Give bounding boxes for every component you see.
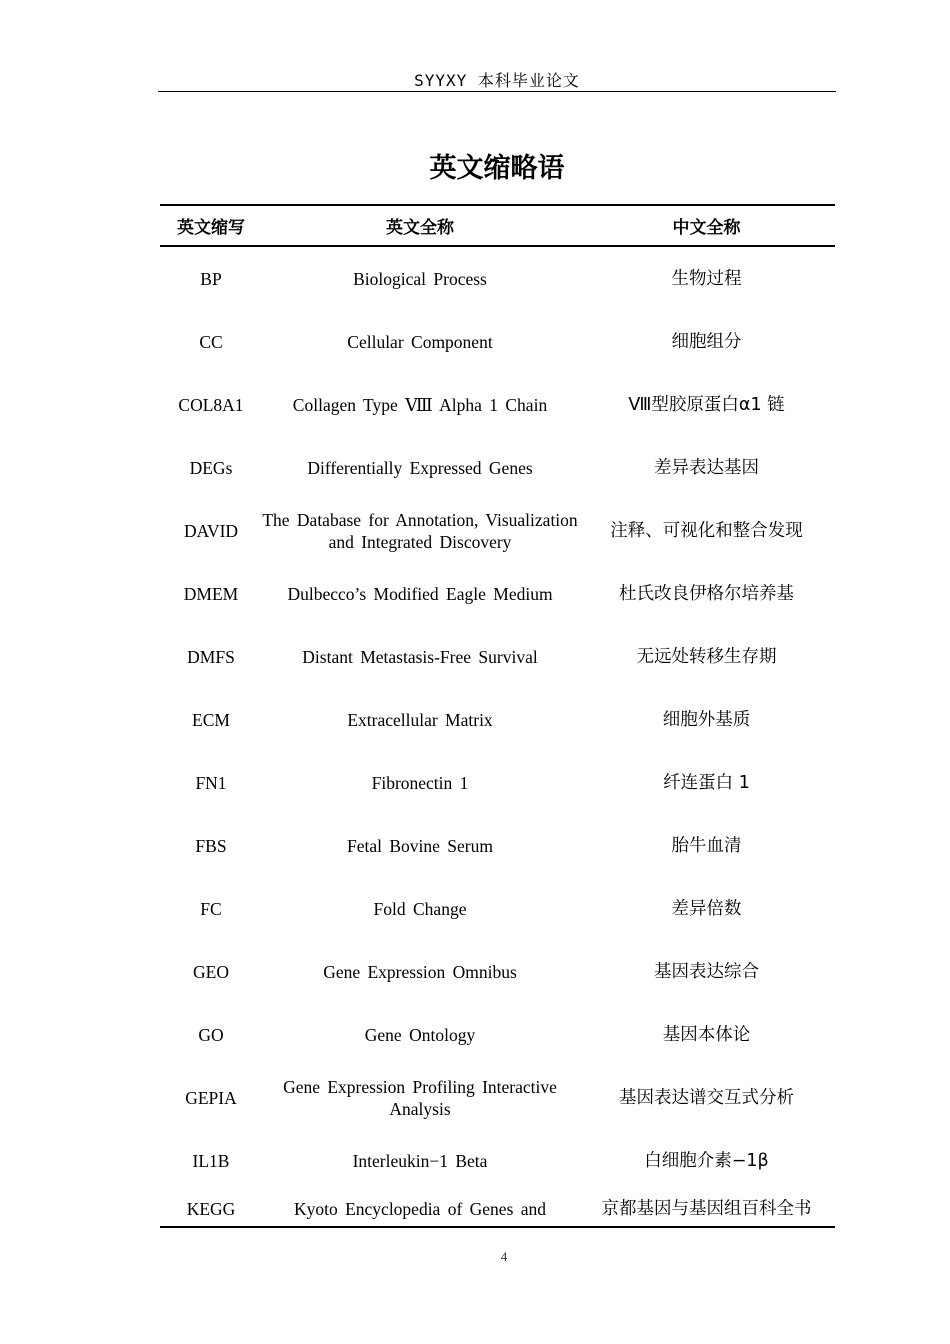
english-name-cell: Differentially Expressed Genes bbox=[307, 457, 533, 478]
column-header-english-full-name: 英文全称 bbox=[262, 205, 578, 246]
chinese-name-cell: 基因表达综合 bbox=[654, 961, 759, 982]
chinese-name-cell: 生物过程 bbox=[671, 268, 742, 289]
abbreviation-cell: GEO bbox=[193, 961, 229, 982]
abbreviation-cell: BP bbox=[200, 268, 222, 289]
table-row bbox=[160, 562, 835, 625]
abbreviation-cell: KEGG bbox=[160, 1192, 262, 1227]
english-name-cell: Interleukin−1 Beta bbox=[352, 1150, 488, 1171]
abbreviation-cell: DEGs bbox=[189, 457, 233, 478]
abbreviation-cell: ECM bbox=[192, 709, 230, 730]
abbreviation-cell: DAVID bbox=[183, 520, 239, 541]
chinese-name-cell: 细胞组分 bbox=[671, 331, 742, 352]
table-row bbox=[160, 436, 835, 499]
table-row bbox=[160, 940, 835, 1003]
chinese-name-cell: 纤连蛋白 1 bbox=[663, 772, 750, 793]
abbreviation-cell: GEPIA bbox=[185, 1087, 237, 1108]
abbreviation-cell: FBS bbox=[195, 835, 227, 856]
column-header-abbreviation: 英文缩写 bbox=[160, 205, 262, 246]
header-rule bbox=[158, 91, 836, 92]
table-row bbox=[160, 373, 835, 436]
page-number: 4 bbox=[500, 1249, 508, 1264]
table-row bbox=[160, 688, 835, 751]
column-header-chinese-full-name: 中文全称 bbox=[578, 205, 835, 246]
chinese-name-cell: 差异倍数 bbox=[671, 898, 742, 919]
table-row bbox=[160, 1129, 835, 1192]
table-row bbox=[160, 499, 835, 562]
abbreviation-cell: DMFS bbox=[187, 646, 235, 667]
table-row bbox=[160, 310, 835, 373]
abbreviation-cell: COL8A1 bbox=[178, 394, 244, 415]
english-name-cell: Gene Expression Omnibus bbox=[323, 961, 517, 982]
chinese-name-cell: 细胞外基质 bbox=[662, 709, 751, 730]
english-name-cell: Dulbecco’s Modified Eagle Medium bbox=[287, 583, 553, 604]
table-row bbox=[160, 246, 835, 310]
table-row bbox=[160, 877, 835, 940]
english-name-cell: Gene Ontology bbox=[364, 1024, 476, 1045]
english-name-cell: Collagen Type Ⅷ Alpha 1 Chain bbox=[292, 394, 548, 415]
chinese-name-cell: 胎牛血清 bbox=[671, 835, 742, 856]
chinese-name-cell: Ⅷ型胶原蛋白α1 链 bbox=[628, 394, 785, 415]
running-header: SYYXY 本科毕业论文 bbox=[414, 71, 580, 90]
table-row bbox=[160, 814, 835, 877]
table-row bbox=[160, 1066, 835, 1129]
english-name-cell: Fold Change bbox=[373, 898, 467, 919]
english-name-cell: The Database for Annotation, Visualization and Integrated Discovery bbox=[262, 509, 578, 552]
chinese-name-cell: 白细胞介素−1β bbox=[644, 1150, 769, 1171]
abbreviation-table bbox=[160, 204, 835, 1228]
table-row bbox=[160, 1003, 835, 1066]
english-name-cell: Kyoto Encyclopedia of Genes and bbox=[262, 1192, 578, 1227]
table-row bbox=[160, 751, 835, 814]
english-name-cell: Cellular Component bbox=[347, 331, 493, 352]
english-name-cell: Fetal Bovine Serum bbox=[347, 835, 493, 856]
chinese-name-cell: 注释、可视化和整合发现 bbox=[610, 520, 803, 541]
english-name-cell: Distant Metastasis-Free Survival bbox=[302, 646, 538, 667]
abbreviation-cell: CC bbox=[199, 331, 223, 352]
chinese-name-cell: 京都基因与基因组百科全书 bbox=[578, 1192, 835, 1227]
abbreviation-cell: DMEM bbox=[183, 583, 239, 604]
english-name-cell: Gene Expression Profiling Interactive Analysis bbox=[283, 1076, 557, 1119]
chinese-name-cell: 基因表达谱交互式分析 bbox=[619, 1087, 794, 1108]
chinese-name-cell: 无远处转移生存期 bbox=[636, 646, 777, 667]
table-row bbox=[160, 625, 835, 688]
english-name-cell: Biological Process bbox=[353, 268, 487, 289]
english-name-cell: Fibronectin 1 bbox=[371, 772, 469, 793]
table-header-row bbox=[160, 205, 835, 246]
table-row bbox=[160, 1192, 835, 1227]
page-title: 英文缩略语 bbox=[429, 153, 565, 184]
abbreviation-cell: GO bbox=[198, 1024, 224, 1045]
chinese-name-cell: 基因本体论 bbox=[662, 1024, 751, 1045]
abbreviation-cell: FC bbox=[200, 898, 222, 919]
chinese-name-cell: 差异表达基因 bbox=[654, 457, 759, 478]
chinese-name-cell: 杜氏改良伊格尔培养基 bbox=[619, 583, 794, 604]
abbreviation-cell: FN1 bbox=[195, 772, 227, 793]
english-name-cell: Extracellular Matrix bbox=[347, 709, 493, 730]
abbreviation-cell: IL1B bbox=[192, 1150, 230, 1171]
